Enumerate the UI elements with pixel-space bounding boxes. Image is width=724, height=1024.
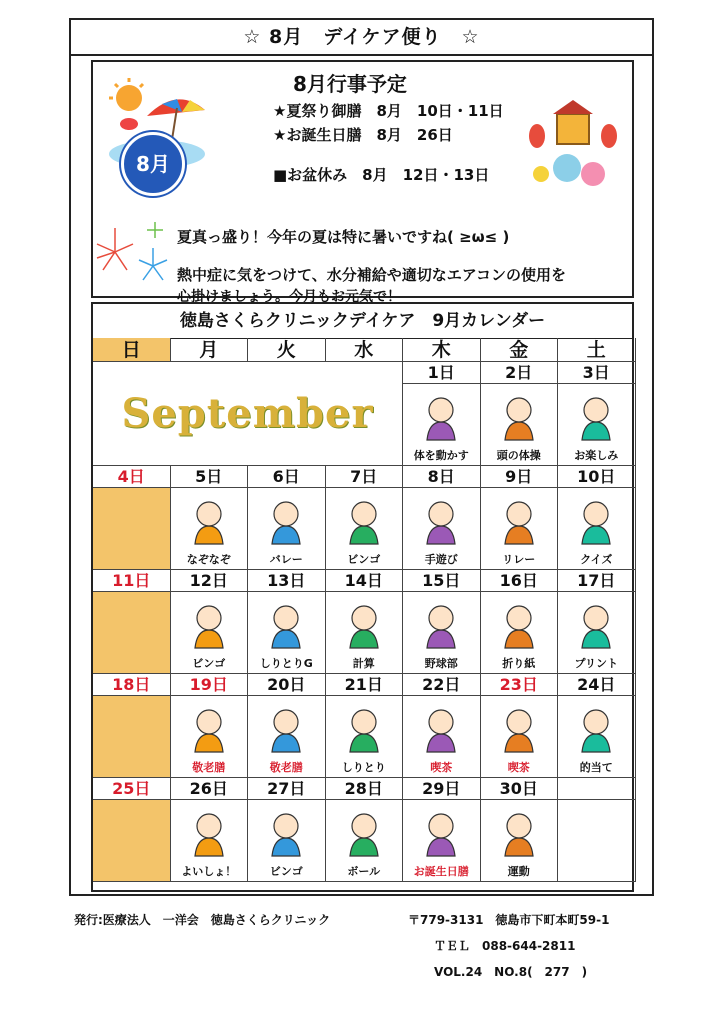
activity-label: お楽しみ — [574, 449, 619, 462]
word-chain-icon — [338, 702, 390, 754]
activity-cell — [93, 696, 171, 778]
weekday-2: 火 — [248, 338, 326, 362]
activity-label: しりとり — [341, 761, 386, 774]
relay-icon — [493, 494, 545, 546]
footer-publisher: 発行:医療法人 一洋会 徳島さくらクリニック — [74, 913, 331, 927]
date-cell — [558, 778, 636, 800]
event-summer-festival: ★夏祭り御膳 8月 10日・11日 — [273, 102, 504, 120]
newsletter-frame — [69, 18, 654, 896]
health-message-line1: 熱中症に気をつけて、水分補給や適切なエアコンの使用を — [177, 266, 566, 284]
activity-cell — [171, 800, 249, 882]
date-cell: 23日 — [481, 674, 559, 696]
activity-cell — [93, 488, 171, 570]
activity-label: お誕生日膳 — [413, 865, 469, 878]
date-cell: 21日 — [326, 674, 404, 696]
activity-cell — [403, 800, 481, 882]
activity-label: 運動 — [507, 865, 530, 878]
activity-label: 折り紙 — [502, 657, 536, 670]
activity-label: ボール — [347, 865, 381, 878]
bingo-icon — [260, 806, 312, 858]
activity-cell — [248, 800, 326, 882]
activity-cell — [248, 696, 326, 778]
date-cell: 27日 — [248, 778, 326, 800]
month-badge: 8月 — [121, 132, 185, 196]
date-cell: 22日 — [403, 674, 481, 696]
fireworks-icon — [93, 222, 173, 292]
weekday-0: 日 — [93, 338, 171, 362]
activity-cell — [558, 488, 636, 570]
date-cell: 25日 — [93, 778, 171, 800]
date-cell: 29日 — [403, 778, 481, 800]
activity-cell — [326, 488, 404, 570]
date-cell: 2日 — [481, 362, 559, 384]
hand-play-icon — [415, 494, 467, 546]
activity-label: 喫茶 — [430, 761, 453, 774]
date-cell: 5日 — [171, 466, 249, 488]
date-cell: 16日 — [481, 570, 559, 592]
activity-cell — [481, 488, 559, 570]
health-message-line2: 心掛けましょう。今月もお元気で！ — [177, 289, 401, 305]
activity-cell — [171, 488, 249, 570]
date-cell: 11日 — [93, 570, 171, 592]
event-birthday-meal: ★お誕生日膳 8月 26日 — [273, 126, 453, 144]
activity-cell — [403, 384, 481, 466]
date-cell: 24日 — [558, 674, 636, 696]
activity-label: 敬老膳 — [269, 761, 303, 774]
date-cell: 14日 — [326, 570, 404, 592]
activity-cell — [93, 800, 171, 882]
activity-label: プリント — [574, 657, 619, 670]
activity-cell — [558, 696, 636, 778]
activity-cell — [248, 488, 326, 570]
weekday-1: 月 — [171, 338, 249, 362]
weekday-3: 水 — [326, 338, 404, 362]
activity-label: バレー — [269, 553, 303, 566]
date-cell: 9日 — [481, 466, 559, 488]
activity-label: 頭の体操 — [496, 449, 541, 462]
exercise-icon — [415, 390, 467, 442]
newsletter-title: ☆ 8月 デイケア便り ☆ — [71, 20, 652, 56]
coffee-icon — [415, 702, 467, 754]
activity-label: 計算 — [352, 657, 375, 670]
activity-cell — [326, 696, 404, 778]
quiz-icon — [570, 494, 622, 546]
activity-label: クイズ — [580, 553, 613, 566]
pencil-icon — [570, 598, 622, 650]
calculation-icon — [338, 598, 390, 650]
activity-label: 喫茶 — [507, 761, 530, 774]
bingo-icon — [338, 494, 390, 546]
activity-label: リレー — [502, 553, 536, 566]
footer-volume: VOL.24 NO.8( 277 ) — [434, 965, 588, 979]
activity-label: 手遊び — [424, 553, 458, 566]
activity-cell — [481, 800, 559, 882]
date-cell: 26日 — [171, 778, 249, 800]
date-cell: 30日 — [481, 778, 559, 800]
darts-icon — [570, 702, 622, 754]
date-cell: 12日 — [171, 570, 249, 592]
activity-label: 的当て — [579, 761, 613, 774]
september-calendar — [91, 302, 634, 892]
cat-riddle-icon — [183, 494, 235, 546]
august-news-box — [91, 60, 634, 305]
footer-tel: ＴＥＬ 088-644-2811 — [434, 939, 576, 953]
date-cell: 10日 — [558, 466, 636, 488]
date-cell: 4日 — [93, 466, 171, 488]
activity-cell — [481, 384, 559, 466]
footer-address: 〒779-3131 徳島市下町本町59-1 — [408, 913, 610, 927]
date-cell: 17日 — [558, 570, 636, 592]
activity-label: ビンゴ — [192, 657, 226, 670]
activity-label: 野球部 — [424, 657, 458, 670]
activity-label: 体を動かす — [413, 449, 469, 462]
activity-cell — [93, 592, 171, 674]
activity-cell — [558, 592, 636, 674]
date-cell: 20日 — [248, 674, 326, 696]
animals-icon — [570, 390, 622, 442]
activity-cell — [558, 800, 636, 882]
activity-cell — [171, 592, 249, 674]
date-cell: 8日 — [403, 466, 481, 488]
baseball-icon — [415, 598, 467, 650]
calendar-title: 徳島さくらクリニックデイケア 9月カレンダー — [93, 304, 632, 339]
activity-label: ビンゴ — [347, 553, 381, 566]
cake-icon — [415, 806, 467, 858]
word-chain-icon — [260, 598, 312, 650]
date-cell: 6日 — [248, 466, 326, 488]
activity-cell — [326, 592, 404, 674]
origami-icon — [493, 598, 545, 650]
activity-label: ビンゴ — [269, 865, 303, 878]
elderly-couple-icon — [183, 702, 235, 754]
date-cell: 19日 — [171, 674, 249, 696]
activity-label: しりとりG — [259, 657, 313, 670]
date-cell: 13日 — [248, 570, 326, 592]
brain-exercise-icon — [493, 390, 545, 442]
volleyball-icon — [260, 494, 312, 546]
date-cell: 18日 — [93, 674, 171, 696]
weekday-4: 木 — [403, 338, 481, 362]
activity-cell — [558, 384, 636, 466]
date-cell: 15日 — [403, 570, 481, 592]
elderly-couple-icon — [260, 702, 312, 754]
ball-icon — [338, 806, 390, 858]
event-obon-holiday: ■お盆休み 8月 12日・13日 — [273, 166, 490, 184]
activity-cell — [481, 592, 559, 674]
date-cell: 3日 — [558, 362, 636, 384]
activity-label: よいしょ！ — [181, 865, 237, 878]
summer-message: 夏真っ盛り！今年の夏は特に暑いですね( ≥ω≤ ) — [177, 228, 510, 246]
activity-label: 敬老膳 — [192, 761, 226, 774]
september-banner-text: September — [121, 390, 374, 437]
child-ball-icon — [493, 806, 545, 858]
date-cell: 28日 — [326, 778, 404, 800]
activity-cell — [403, 488, 481, 570]
activity-cell — [481, 696, 559, 778]
activity-cell — [326, 800, 404, 882]
activity-label: なぞなぞ — [186, 553, 231, 566]
coffee-icon — [493, 702, 545, 754]
weekday-6: 土 — [558, 338, 636, 362]
events-heading: 8月行事予定 — [293, 72, 407, 96]
date-cell: 7日 — [326, 466, 404, 488]
weekday-5: 金 — [481, 338, 559, 362]
cheer-icon — [183, 806, 235, 858]
activity-cell — [171, 696, 249, 778]
bingo-icon — [183, 598, 235, 650]
activity-cell — [248, 592, 326, 674]
activity-cell — [403, 696, 481, 778]
festival-icon — [527, 96, 619, 196]
activity-cell — [403, 592, 481, 674]
date-cell: 1日 — [403, 362, 481, 384]
september-banner — [93, 362, 403, 466]
